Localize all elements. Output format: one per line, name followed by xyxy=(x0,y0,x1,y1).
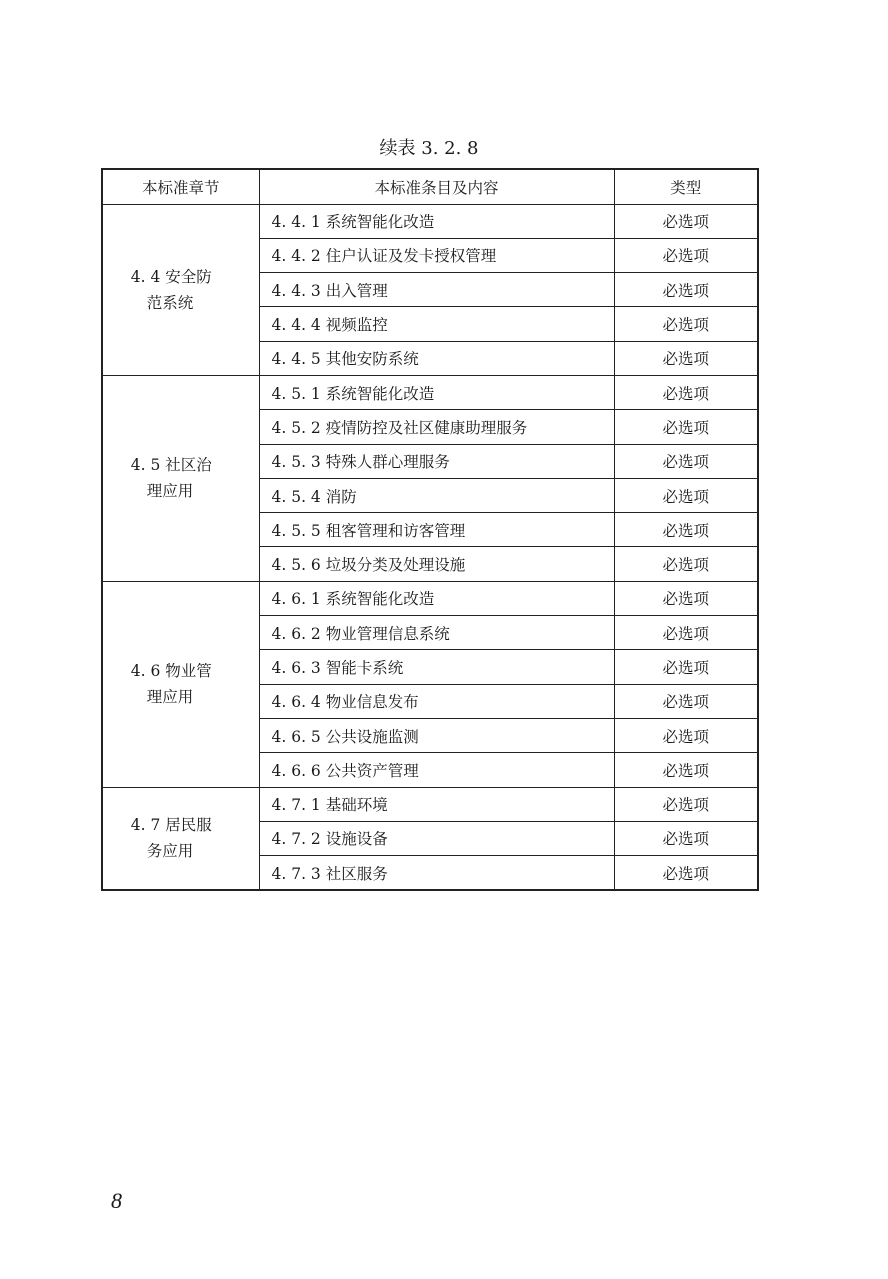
header-type xyxy=(614,169,758,204)
header-item: 本标准条目及内容 xyxy=(259,169,614,204)
type-cell: 必选项 xyxy=(614,581,758,615)
table-row xyxy=(102,375,758,409)
type-cell: 必选项 xyxy=(614,718,758,752)
section-cell xyxy=(102,375,259,581)
type-cell: 必选项 xyxy=(614,787,758,821)
type-cell: 必选项 xyxy=(614,753,758,787)
item-cell: 4. 5. 3 特殊人群心理服务 xyxy=(259,444,614,478)
item-cell: 4. 4. 3 出入管理 xyxy=(259,273,614,307)
table-header-row xyxy=(102,169,758,204)
table-caption: 续表 3. 2. 8 xyxy=(379,138,479,159)
type-cell: 必选项 xyxy=(614,547,758,581)
section-cell xyxy=(102,787,259,890)
type-cell: 必选项 xyxy=(614,444,758,478)
item-cell: 4. 6. 3 智能卡系统 xyxy=(259,650,614,684)
item-cell: 4. 5. 1 系统智能化改造 xyxy=(259,375,614,409)
type-cell: 必选项 xyxy=(614,375,758,409)
item-cell: 4. 5. 6 垃圾分类及处理设施 xyxy=(259,547,614,581)
section-cell xyxy=(102,581,259,787)
item-cell: 4. 4. 2 住户认证及发卡授权管理 xyxy=(259,238,614,272)
section-label xyxy=(131,812,231,864)
item-cell: 4. 6. 4 物业信息发布 xyxy=(259,684,614,718)
item-cell: 4. 6. 2 物业管理信息系统 xyxy=(259,616,614,650)
table-row xyxy=(102,787,758,821)
type-cell: 必选项 xyxy=(614,238,758,272)
item-cell: 4. 7. 1 基础环境 xyxy=(259,787,614,821)
type-cell: 必选项 xyxy=(614,478,758,512)
item-cell: 4. 4. 5 其他安防系统 xyxy=(259,341,614,375)
type-cell: 必选项 xyxy=(614,856,758,890)
section-label xyxy=(131,658,231,710)
table-row xyxy=(102,204,758,238)
item-cell: 4. 6. 1 系统智能化改造 xyxy=(259,581,614,615)
section-label-line2: 理应用 xyxy=(146,688,194,707)
item-cell: 4. 5. 2 疫情防控及社区健康助理服务 xyxy=(259,410,614,444)
type-cell: 必选项 xyxy=(614,410,758,444)
type-cell: 必选项 xyxy=(614,513,758,547)
item-cell: 4. 6. 6 公共资产管理 xyxy=(259,753,614,787)
table-row xyxy=(102,581,758,615)
item-cell: 4. 4. 4 视频监控 xyxy=(259,307,614,341)
type-cell: 必选项 xyxy=(614,616,758,650)
type-cell: 必选项 xyxy=(614,684,758,718)
section-label-line2: 理应用 xyxy=(146,482,194,501)
type-cell: 必选项 xyxy=(614,204,758,238)
standards-table xyxy=(101,168,759,891)
section-label-line1: 4. 4 安全防 xyxy=(130,267,212,286)
item-cell: 4. 7. 3 社区服务 xyxy=(259,856,614,890)
page-number: 8 xyxy=(111,1188,122,1213)
header-section: 本标准章节 xyxy=(102,169,259,204)
type-cell: 必选项 xyxy=(614,341,758,375)
section-label xyxy=(131,264,231,316)
section-label xyxy=(131,452,231,504)
section-label-line2: 范系统 xyxy=(146,293,194,312)
header-type-b: 型 xyxy=(685,178,702,197)
section-label-line2: 务应用 xyxy=(146,842,194,861)
item-cell: 4. 5. 4 消防 xyxy=(259,478,614,512)
item-cell: 4. 4. 1 系统智能化改造 xyxy=(259,204,614,238)
type-cell: 必选项 xyxy=(614,650,758,684)
item-cell: 4. 6. 5 公共设施监测 xyxy=(259,718,614,752)
type-cell: 必选项 xyxy=(614,273,758,307)
item-cell: 4. 5. 5 租客管理和访客管理 xyxy=(259,513,614,547)
item-cell: 4. 7. 2 设施设备 xyxy=(259,821,614,855)
type-cell: 必选项 xyxy=(614,821,758,855)
type-cell: 必选项 xyxy=(614,307,758,341)
section-label-line1: 4. 7 居民服 xyxy=(130,816,212,835)
section-label-line1: 4. 5 社区治 xyxy=(130,456,212,475)
header-type-a: 类 xyxy=(670,178,686,197)
section-cell xyxy=(102,204,259,375)
section-label-line1: 4. 6 物业管 xyxy=(130,662,212,681)
table-body xyxy=(102,204,758,890)
